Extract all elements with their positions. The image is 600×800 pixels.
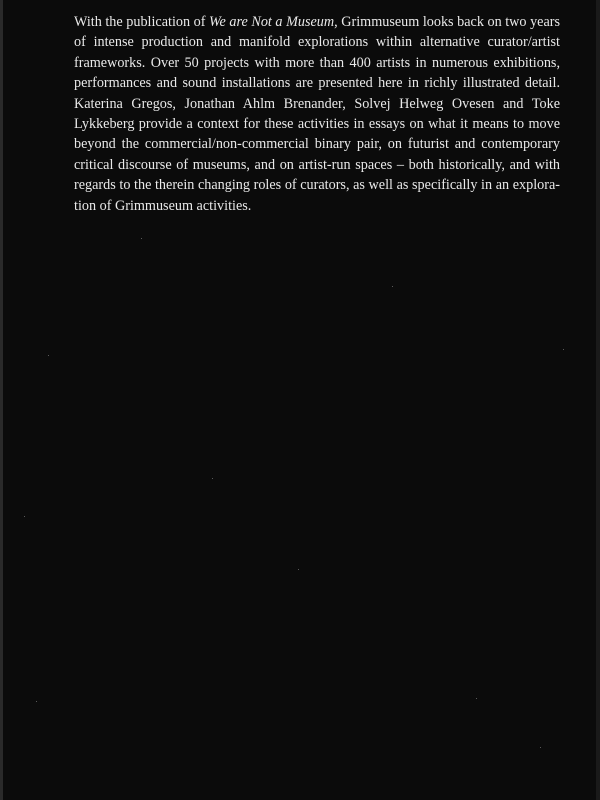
dust-speck — [36, 701, 37, 702]
dust-speck — [392, 286, 393, 287]
cover-blurb — [74, 12, 560, 216]
blurb-body: , Grimmuseum looks back on two years of intense production and manifold explorations within alternative curator/artist frameworks. Over 50 projects with more than 400 artists in numerous exhibitions, performances and sound installations are presented here in richly illustrated detail. Katerina Gregos, Jonathan Ahlm Brenander, Solvej Helweg Ovesen and Toke Lykkeberg provide a context for these activities in essays on what it means to move beyond the commercial/non-commercial binary pair, on futurist and contemporary critical discourse of museums, and on artist-run spaces – both historically, and with regards to the therein changing roles of curators, as well as specifically in an exploration of Grimmuseum activities. — [74, 14, 561, 214]
left-edge — [0, 0, 3, 800]
dust-speck — [48, 355, 49, 356]
dust-speck — [212, 478, 213, 479]
dust-speck — [24, 516, 25, 517]
dust-speck — [141, 238, 142, 239]
right-edge — [596, 0, 600, 800]
dust-speck — [563, 349, 564, 350]
blurb-intro: With the publication of — [74, 14, 210, 30]
book-title: We are Not a Museum — [209, 14, 335, 30]
dust-speck — [540, 747, 541, 748]
dust-speck — [298, 569, 299, 570]
dust-speck — [476, 698, 477, 699]
